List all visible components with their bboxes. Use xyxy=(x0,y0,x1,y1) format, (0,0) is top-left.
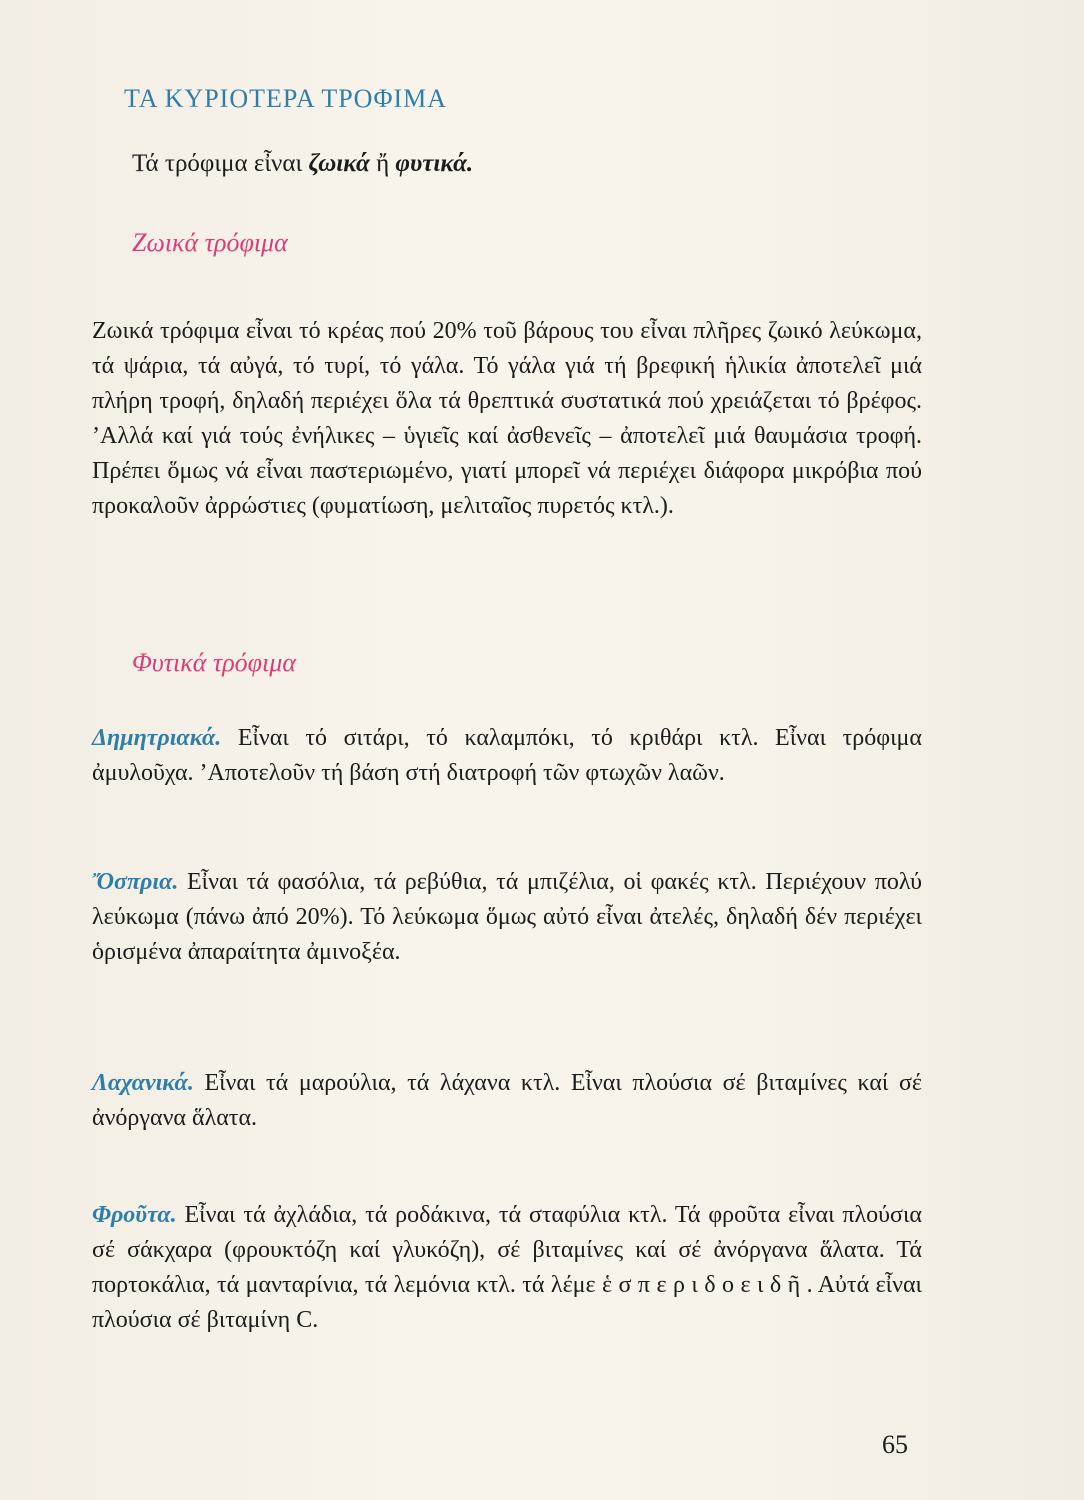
lead-vegetables: Λαχανικά. xyxy=(92,1070,194,1096)
text-vegetables: Εἶναι τά μαρούλια, τά λάχανα κτλ. Εἶναι πλούσια σέ βιταμίνες καί σέ ἀνόργανα ἅλατα. xyxy=(92,1070,922,1131)
text-cereals: Εἶναι τό σιτάρι, τό καλαμπόκι, τό κριθάρι κτλ. Εἶναι τρόφιμα ἀμυλοῦχα. ’Αποτελοῦν τή βάση στή διατροφή τῶν φτωχῶν λαῶν. xyxy=(92,725,922,786)
text-legumes: Εἶναι τά φασόλια, τά ρεβύθια, τά μπιζέλια, οἱ φακές κτλ. Περιέχουν πολύ λεύκωμα (πάνω ἀπό 20%). Τό λεύκωμα ὅμως αὐτό εἶναι ἀτελές, δηλαδή δέν περιέχει ὁρισμένα ἀπαραίτητα ἀμινοξέα. xyxy=(92,869,922,965)
intro-connector: ἤ xyxy=(369,150,396,177)
section-heading-plant: Φυτικά τρόφιμα xyxy=(132,648,296,677)
intro-emphasis-plant: φυτικά. xyxy=(395,150,474,177)
paragraph-cereals xyxy=(92,721,922,791)
lead-legumes: Ὄσπρια. xyxy=(92,869,179,895)
intro-emphasis-animal: ζωικά xyxy=(308,150,370,177)
intro-text: Τά τρόφιμα εἶναι xyxy=(132,150,309,177)
paragraph-fruits xyxy=(92,1198,922,1338)
paragraph-animal-foods: Ζωικά τρόφιμα εἶναι τό κρέας πού 20% τοῦ βάρους του εἶναι πλῆρες ζωικό λεύκωμα, τά ψάρια, τά αὐγά, τό τυρί, τό γάλα. Τό γάλα γιά τή βρεφική ἡλικία ἀποτελεῖ μιά πλήρη τροφή, δηλαδή περιέχει ὅλα τά θρεπτικά συστατικά πού χρειάζεται τό βρέφος. ’Αλλά καί γιά τούς ἐνήλικες – ὑγιεῖς καί ἀσθενεῖς – ἀποτελεῖ μιά θαυμάσια τροφή. Πρέπει ὅμως νά εἶναι παστεριωμένο, γιατί μπορεῖ νά περιέχει διάφορα μικρόβια πού προκαλοῦν ἀρρώστιες (φυματίωση, μελιταῖος πυρετός κτλ.). xyxy=(92,318,922,519)
intro-sentence xyxy=(132,150,952,178)
lead-cereals: Δημητριακά. xyxy=(92,725,222,751)
text-fruits: Εἶναι τά ἀχλάδια, τά ροδάκινα, τά σταφύλια κτλ. Τά φροῦτα εἶναι πλούσια σέ σάκχαρα (φρουκτόζη καί γλυκόζη), σέ βιταμίνες καί σέ ἀνόργανα ἅλατα. Τά πορτοκάλια, τά μανταρίνια, τά λεμόνια κτλ. τά λέμε ἑ σ π ε ρ ι δ ο ε ι δ ῆ . Αὐτά εἶναι πλούσια σέ βιταμίνη C. xyxy=(92,1202,922,1333)
section-heading-animal: Ζωικά τρόφιμα xyxy=(132,228,288,257)
page-title: ΤΑ ΚΥΡΙΟΤΕΡΑ ΤΡΟΦΙΜΑ xyxy=(124,84,447,113)
lead-fruits: Φροῦτα. xyxy=(92,1202,177,1228)
page-number: 65 xyxy=(882,1430,908,1459)
paragraph-legumes xyxy=(92,865,922,970)
paragraph-vegetables xyxy=(92,1066,922,1136)
